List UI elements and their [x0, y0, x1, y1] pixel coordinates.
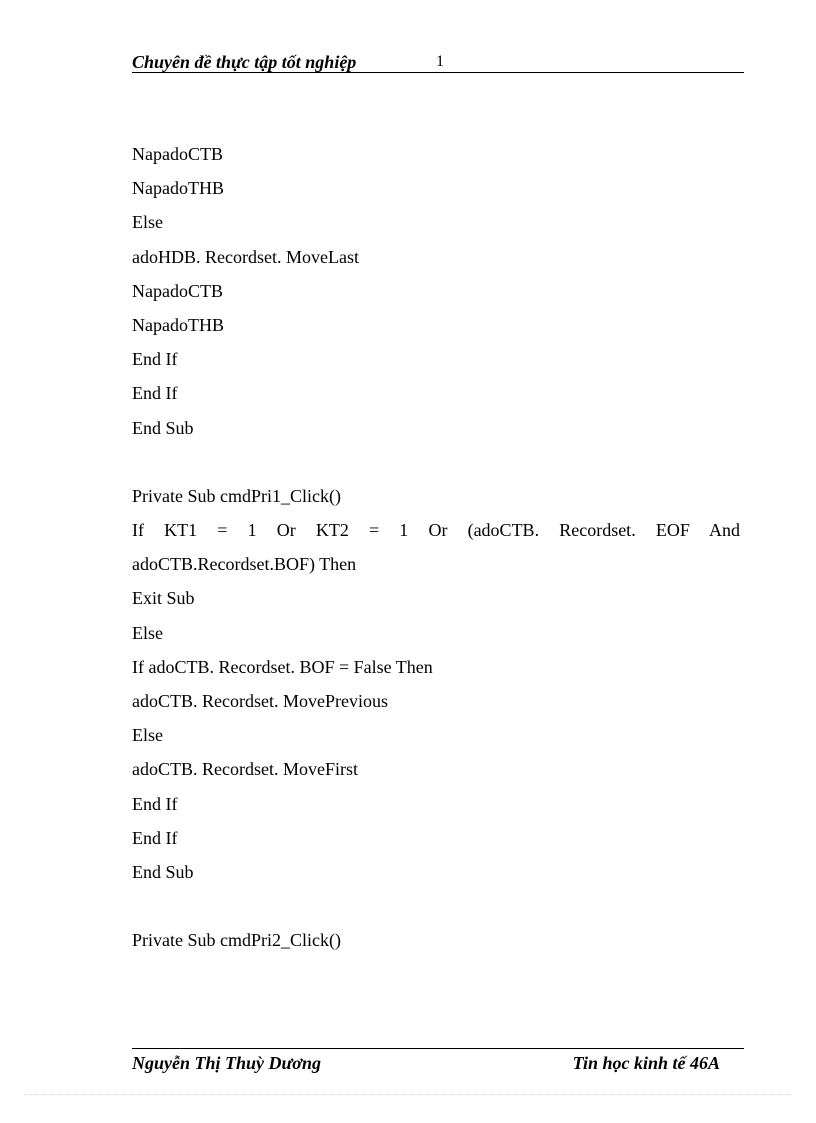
code-line: NapadoTHB	[132, 178, 224, 199]
code-line: Private Sub cmdPri2_Click()	[132, 930, 341, 951]
code-line: NapadoCTB	[132, 144, 223, 164]
code-line: End Sub	[132, 417, 194, 438]
blank-line	[132, 450, 740, 484]
code-line: Private Sub cmdPri1_Click()	[132, 485, 341, 506]
code-line: If KT1 = 1 Or KT2 = 1 Or (adoCTB. Recordset. EOF And	[132, 520, 740, 541]
code-line: NapadoTHB	[132, 314, 224, 335]
page-header	[132, 52, 744, 73]
page-edge-divider	[24, 1094, 792, 1095]
code-line: If adoCTB. Recordset. BOF = False Then	[132, 656, 433, 677]
code-listing	[132, 142, 740, 963]
class-name: Tin học kinh tế 46A	[572, 1053, 720, 1073]
code-line: End If	[132, 793, 178, 814]
code-line: adoHDB. Recordset. MoveLast	[132, 246, 359, 267]
code-line: NapadoCTB	[132, 280, 223, 301]
code-line: End Sub	[132, 861, 194, 882]
code-line: adoCTB.Recordset.BOF) Then	[132, 554, 357, 575]
code-line: End If	[132, 383, 178, 404]
document-title: Chuyên đề thực tập tốt nghiệp	[132, 52, 357, 72]
code-line: Else	[132, 725, 163, 746]
code-line: adoCTB. Recordset. MovePrevious	[132, 691, 388, 711]
page-number: 1	[436, 53, 444, 70]
code-line: End If	[132, 349, 178, 370]
page-footer	[132, 1048, 744, 1077]
code-line: End If	[132, 827, 178, 848]
author-name: Nguyễn Thị Thuỳ Dương	[132, 1053, 321, 1073]
code-line: Exit Sub	[132, 588, 195, 609]
code-line: Else	[132, 622, 163, 643]
code-line: Else	[132, 212, 163, 233]
blank-line	[132, 894, 740, 928]
code-line: adoCTB. Recordset. MoveFirst	[132, 759, 358, 780]
